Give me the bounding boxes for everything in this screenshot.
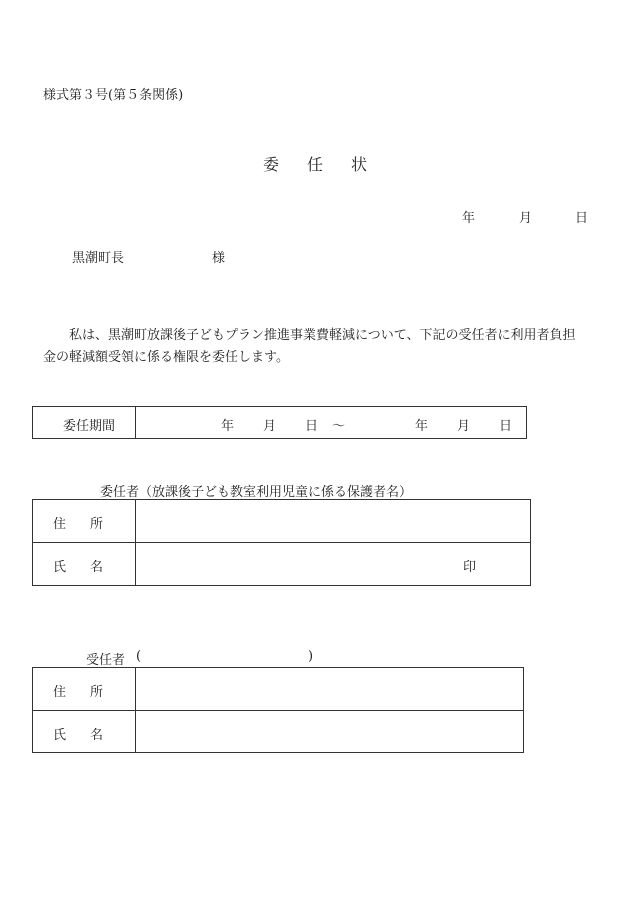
delegator-address-label: 住所 bbox=[53, 517, 128, 532]
delegator-seal-mark: 印 bbox=[463, 560, 477, 575]
period-end-month: 月 bbox=[457, 419, 471, 434]
delegatee-name-label: 氏名 bbox=[53, 728, 128, 743]
period-tilde: ～ bbox=[332, 419, 346, 434]
delegation-statement: 私は、黒潮町放課後子どもプラン推進事業費軽減について、下記の受任者に利用者負担金の軽減額受領に係る権限を委任します。 bbox=[43, 328, 576, 365]
date-year-label: 年 bbox=[462, 211, 476, 226]
delegator-name-label: 氏名 bbox=[53, 560, 128, 575]
delegator-heading: 委任者（放課後子ども教室利用児童に係る保護者名） bbox=[100, 485, 413, 500]
period-start-month: 月 bbox=[263, 419, 277, 434]
delegator-table bbox=[32, 499, 531, 586]
date-month-label: 月 bbox=[519, 211, 533, 226]
period-start-day: 日 bbox=[305, 419, 319, 434]
addressee-name: 黒潮町長 bbox=[72, 251, 125, 266]
row-divider bbox=[33, 542, 530, 543]
column-divider bbox=[135, 500, 136, 585]
form-number: 様式第３号(第５条関係) bbox=[43, 88, 184, 103]
period-start-year: 年 bbox=[221, 419, 235, 434]
period-end-year: 年 bbox=[415, 419, 429, 434]
date-day-label: 日 bbox=[575, 211, 589, 226]
delegatee-paren-close: ) bbox=[308, 649, 314, 664]
delegatee-paren-open: ( bbox=[136, 649, 142, 664]
delegatee-heading-label: 受任者 bbox=[86, 653, 126, 668]
delegatee-address-label: 住所 bbox=[53, 685, 128, 700]
addressee-honorific: 様 bbox=[212, 251, 226, 266]
row-divider bbox=[33, 710, 523, 711]
document-title: 委任状 bbox=[262, 155, 395, 174]
period-label: 委任期間 bbox=[63, 419, 116, 434]
delegatee-table bbox=[32, 667, 524, 753]
delegation-period-table bbox=[32, 406, 527, 439]
period-end-day: 日 bbox=[499, 419, 513, 434]
column-divider bbox=[135, 668, 136, 752]
column-divider bbox=[135, 407, 136, 438]
